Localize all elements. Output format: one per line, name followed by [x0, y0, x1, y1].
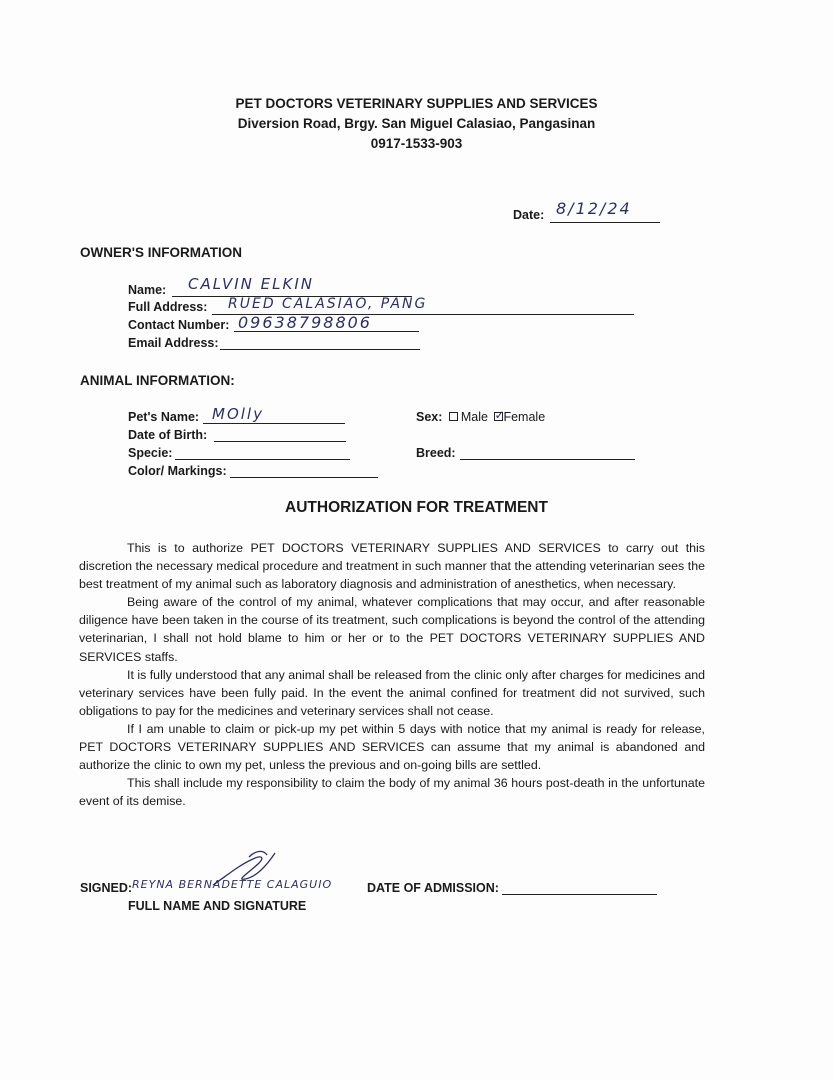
check-mark-icon: ✓ — [494, 408, 505, 422]
owner-name-value[interactable]: CALVIN ELKIN — [188, 275, 314, 293]
color-label: Color/ Markings: — [128, 464, 227, 478]
breed-label: Breed: — [416, 446, 456, 460]
admission-label: DATE OF ADMISSION: — [367, 881, 499, 895]
owner-address-label: Full Address: — [128, 300, 208, 314]
pet-name-value[interactable]: MOlly — [212, 405, 264, 423]
admission-line[interactable] — [502, 894, 657, 895]
company-name: PET DOCTORS VETERINARY SUPPLIES AND SERVICES — [235, 96, 598, 111]
dob-line[interactable] — [214, 441, 346, 442]
signature-caption: FULL NAME AND SIGNATURE — [128, 899, 307, 913]
specie-label: Specie: — [128, 446, 173, 460]
dob-label: Date of Birth: — [128, 428, 208, 442]
authorization-title: AUTHORIZATION FOR TREATMENT — [285, 499, 548, 516]
color-line[interactable] — [230, 477, 378, 478]
owner-section-title: OWNER'S INFORMATION — [80, 245, 242, 260]
animal-section-title: ANIMAL INFORMATION: — [80, 373, 235, 388]
date-line — [550, 222, 660, 223]
authorization-body — [79, 539, 705, 810]
paragraph-3: It is fully understood that any animal shall be released from the clinic only after charges for medicines and veterinary services have been fully paid. In the event the animal confined for treatment did not survived, such obligations to pay for the medicines and veterinary services shall not cease. — [79, 667, 705, 718]
signed-label: SIGNED: — [80, 881, 133, 895]
pet-name-line — [203, 423, 345, 424]
paragraph-2: Being aware of the control of my animal, whatever complications that may occur, and after reasonable diligence have been taken in the course of its treatment, such complications is beyond the control of the attending veterinarian, I shall not hold blame to him or her or to the PET DOCTORS VETERINARY SUPPLIES AND SERVICES staffs. — [79, 595, 705, 664]
female-checkbox[interactable] — [494, 408, 505, 422]
male-option-label: Male — [460, 410, 488, 424]
date-value[interactable]: 8/12/24 — [556, 199, 632, 218]
signed-name-value[interactable]: REYNA BERNADETTE CALAGUIO — [132, 878, 333, 891]
breed-line[interactable] — [460, 459, 635, 460]
owner-contact-label: Contact Number: — [128, 318, 230, 332]
specie-line[interactable] — [175, 459, 350, 460]
paragraph-5: This shall include my responsibility to claim the body of my animal 36 hours post-death in the unfortunate event of its demise. — [79, 776, 705, 809]
sex-field — [416, 410, 545, 424]
company-address: Diversion Road, Brgy. San Miguel Calasiao, Pangasinan — [237, 116, 596, 131]
owner-address-value[interactable]: RUED CALASIAO, PANG — [228, 296, 428, 312]
signature-scribble — [205, 847, 295, 897]
owner-email-line[interactable] — [220, 349, 420, 350]
female-option-label: Female — [503, 410, 546, 424]
company-phone: 0917-1533-903 — [370, 136, 463, 151]
paragraph-4: If I am unable to claim or pick-up my pet within 5 days with notice that my animal is ready for release, PET DOCTORS VETERINARY SUPPLIES AND SERVICES can assume that my animal is abandoned and authorize the clinic to own my pet, unless the previous and on-going bills are settled. — [79, 721, 705, 773]
date-label: Date: — [513, 208, 545, 222]
pet-name-label: Pet's Name: — [128, 410, 200, 424]
sex-label: Sex: — [416, 410, 443, 424]
owner-email-label: Email Address: — [128, 336, 219, 350]
owner-name-label: Name: — [128, 283, 167, 297]
paragraph-1: This is to authorize PET DOCTORS VETERINARY SUPPLIES AND SERVICES to carry out this discretion the necessary medical procedure and treatment in such manner that the attending veterinarian sees the best treatment of my animal such as laboratory diagnosis and administration of anesthetics, when necessary. — [79, 541, 705, 592]
male-checkbox[interactable] — [449, 412, 458, 421]
owner-contact-value[interactable]: 09638798806 — [238, 313, 372, 332]
